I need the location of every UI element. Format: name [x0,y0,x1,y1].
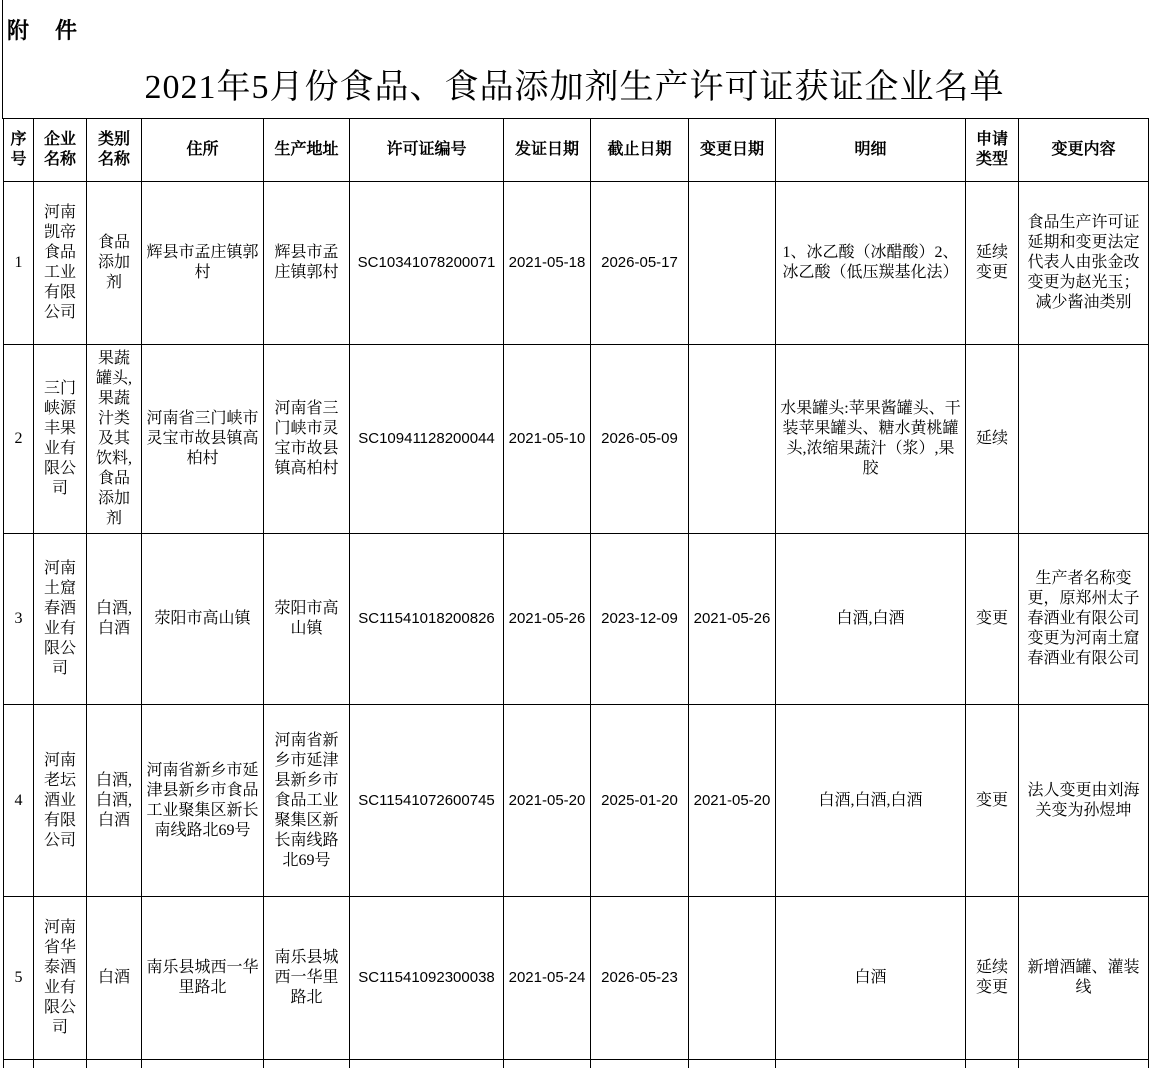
cell-issue-date: 2021-05-20 [504,705,591,897]
cell-company: 河南土窟春酒业有限公司 [34,534,87,705]
column-header-company: 企业名称 [34,119,87,182]
cell-empty [966,1060,1019,1068]
column-header-residence: 住所 [142,119,264,182]
column-header-change-date: 变更日期 [689,119,776,182]
table-row [4,897,1149,1060]
cell-empty [87,1060,142,1068]
cell-empty [689,1060,776,1068]
cell-detail: 1、冰乙酸（冰醋酸）2、冰乙酸（低压羰基化法） [776,182,966,345]
cell-change-date [689,182,776,345]
column-header-production-address: 生产地址 [264,119,350,182]
cell-empty [142,1060,264,1068]
cell-change-content: 食品生产许可证延期和变更法定代表人由张金改变更为赵光玉；减少酱油类别 [1019,182,1149,345]
cell-change-content: 生产者名称变更，原郑州太子春酒业有限公司变更为河南土窟春酒业有限公司 [1019,534,1149,705]
cell-residence: 河南省三门峡市灵宝市故县镇高柏村 [142,345,264,534]
cell-change-content [1019,345,1149,534]
cell-residence: 河南省新乡市延津县新乡市食品工业聚集区新长南线路北69号 [142,705,264,897]
cell-empty [1019,1060,1149,1068]
attachment-label: 附 件 [7,18,80,43]
cell-issue-date: 2021-05-10 [504,345,591,534]
cell-expiry-date: 2026-05-23 [591,897,689,1060]
cell-detail: 白酒 [776,897,966,1060]
cell-change-date [689,345,776,534]
cell-category: 食品添加剂 [87,182,142,345]
cell-change-date [689,897,776,1060]
cell-seq: 4 [4,705,34,897]
header-row [4,119,1149,182]
column-header-application-type: 申请类型 [966,119,1019,182]
cell-category: 白酒 [87,897,142,1060]
cell-seq: 3 [4,534,34,705]
cell-issue-date: 2021-05-18 [504,182,591,345]
cell-seq: 5 [4,897,34,1060]
cell-company: 河南老坛酒业有限公司 [34,705,87,897]
cell-empty [350,1060,504,1068]
cell-company: 河南省华泰酒业有限公司 [34,897,87,1060]
cell-residence: 南乐县城西一华里路北 [142,897,264,1060]
cell-empty [4,1060,34,1068]
cell-license-no: SC11541092300038 [350,897,504,1060]
table-row [4,182,1149,345]
cell-production-address: 河南省三门峡市灵宝市故县镇高柏村 [264,345,350,534]
cell-seq: 1 [4,182,34,345]
cell-application-type: 延续变更 [966,897,1019,1060]
license-table [3,118,1149,1068]
cell-empty [504,1060,591,1068]
cell-change-content: 新增酒罐、灌装线 [1019,897,1149,1060]
column-header-seq: 序号 [4,119,34,182]
cell-detail: 水果罐头:苹果酱罐头、干装苹果罐头、糖水黄桃罐头,浓缩果蔬汁（浆）,果胶 [776,345,966,534]
cell-category: 白酒,白酒 [87,534,142,705]
cell-application-type: 延续 [966,345,1019,534]
table-row-partial [4,1060,1149,1068]
cell-application-type: 变更 [966,534,1019,705]
cell-empty [776,1060,966,1068]
cell-license-no: SC11541018200826 [350,534,504,705]
column-header-change-content: 变更内容 [1019,119,1149,182]
cell-change-date: 2021-05-26 [689,534,776,705]
cell-issue-date: 2021-05-24 [504,897,591,1060]
cell-production-address: 辉县市孟庄镇郭村 [264,182,350,345]
column-header-category: 类别名称 [87,119,142,182]
table-row [4,534,1149,705]
column-header-license-no: 许可证编号 [350,119,504,182]
cell-expiry-date: 2023-12-09 [591,534,689,705]
document-title: 2021年5月份食品、食品添加剂生产许可证获证企业名单 [144,69,1005,106]
cell-production-address: 河南省新乡市延津县新乡市食品工业聚集区新长南线路北69号 [264,705,350,897]
cell-category: 果蔬罐头,果蔬汁类及其饮料,食品添加剂 [87,345,142,534]
cell-license-no: SC10941128200044 [350,345,504,534]
column-header-issue-date: 发证日期 [504,119,591,182]
table-row [4,705,1149,897]
cell-production-address: 荥阳市高山镇 [264,534,350,705]
cell-empty [34,1060,87,1068]
cell-empty [591,1060,689,1068]
cell-application-type: 延续变更 [966,182,1019,345]
cell-change-date: 2021-05-20 [689,705,776,897]
cell-detail: 白酒,白酒 [776,534,966,705]
cell-license-no: SC11541072600745 [350,705,504,897]
column-header-detail: 明细 [776,119,966,182]
cell-seq: 2 [4,345,34,534]
cell-company: 河南凯帝食品工业有限公司 [34,182,87,345]
cell-expiry-date: 2026-05-09 [591,345,689,534]
cell-application-type: 变更 [966,705,1019,897]
cell-change-content: 法人变更由刘海关变为孙煜坤 [1019,705,1149,897]
cell-detail: 白酒,白酒,白酒 [776,705,966,897]
cell-expiry-date: 2026-05-17 [591,182,689,345]
table-row [4,345,1149,534]
cell-issue-date: 2021-05-26 [504,534,591,705]
cell-residence: 荥阳市高山镇 [142,534,264,705]
cell-residence: 辉县市孟庄镇郭村 [142,182,264,345]
cell-expiry-date: 2025-01-20 [591,705,689,897]
column-header-expiry-date: 截止日期 [591,119,689,182]
cell-empty [264,1060,350,1068]
cell-license-no: SC10341078200071 [350,182,504,345]
cell-production-address: 南乐县城西一华里路北 [264,897,350,1060]
cell-company: 三门峡源丰果业有限公司 [34,345,87,534]
cell-category: 白酒,白酒,白酒 [87,705,142,897]
